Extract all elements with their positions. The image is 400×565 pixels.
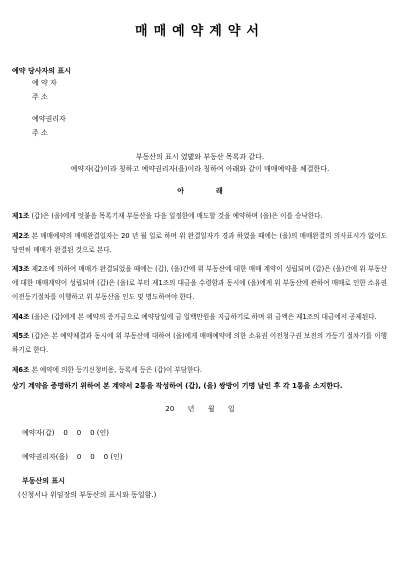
property-note: (신청서나 위임장의 부동산의 표시와 동일함.) <box>18 491 157 499</box>
article-text: 제2조에 의하여 매매가 완결되었을 때에는 (갑), (을)간에 위 부동산에 대한 매매 계약이 성립되며 (갑)은 (을)간에 위 부동산에 대한 매매계약이 성립되며 (갑)은 (을)로 부터 제1조의 대금을 수령함과 동시에 (을)에게 위 부동산에 관하여 매매로 인한 소유권이전등기절차를 이행하고 위 부동산을 인도 및 명도하여야 한다. <box>12 265 387 301</box>
property-section-title: 부동산의 표시 <box>22 477 66 485</box>
intro-line-1: 부동산의 표시 였볊와 부동산 목록과 같다. <box>135 153 265 161</box>
article-number: 제2조 <box>12 231 30 240</box>
contract-date: 20 년 월 일 <box>165 405 235 413</box>
article-text: 본 매매예약의 매매완결일자는 20 년 월 일로 하며 위 완결일자가 경과 하였을 때에는 (을)의 매매완결의 의사표시가 없어도 당연히 매매가 완결된 것으로 본다. <box>12 231 387 254</box>
article-number: 제3조 <box>12 265 30 273</box>
intro-line-2: 예약자(갑)이라 칭하고 예약권리자(을)이라 칭하여 아래와 같이 매매예약을 체결한다. <box>70 165 330 173</box>
article-number: 제6조 <box>12 365 30 374</box>
article-number: 제4조 <box>12 312 30 321</box>
article-text: (갑)은 본 예약체결과 동시에 위 부동산에 대하여 (을)에게 매매예약에 의한 소유권 이전청구권 보전의 가등기 절차기를 이행하기로 한다. <box>12 332 387 354</box>
reserver-name-label: 예 약 자 <box>32 79 57 87</box>
article-5 <box>12 329 387 357</box>
articles-list <box>12 209 387 382</box>
reservee-name-label: 예약권리자 <box>32 115 66 123</box>
reserver-address-label: 주 소 <box>32 93 48 101</box>
article-1 <box>12 209 387 223</box>
parties-section-title: 예약 당사자의 표시 <box>12 67 71 75</box>
article-text: 본 예약에 의한 등기신청비용, 등록세 등은 (갑)이 부담한다. <box>31 365 202 374</box>
article-2 <box>12 229 387 257</box>
reservee-signature-line: 예약권리자(을) 0 0 0 (인) <box>22 453 123 461</box>
document-title: 매매예약계약서 <box>135 24 265 39</box>
article-6 <box>12 363 387 377</box>
article-text: (을)은 (갑)에게 본 예약의 증거금으로 예약당일에 금 일백만원을 지급하기로 하며 위 금액은 제1조의 대금에서 공제된다. <box>31 312 377 321</box>
closing-statement: 상기 계약을 증명하기 위하여 본 계약서 2통을 작성하여 (갑), (을) 쌍방이 기명 날인 후 각 1통을 소지한다. <box>12 382 343 390</box>
article-text: (갑)은 (을)에게 엇붙음 목록기재 부동산을 다음 일정한에 매도할 것을 예약하며 (을)은 이를 승낙한다. <box>31 212 323 220</box>
article-4 <box>12 310 387 324</box>
article-3 <box>12 262 387 304</box>
reservee-address-label: 주 소 <box>32 129 48 137</box>
articles-heading: 아래 <box>177 187 255 195</box>
reserver-signature-line: 예약자(갑) 0 0 0 (인) <box>22 429 110 437</box>
article-number: 제5조 <box>12 332 30 340</box>
article-number: 제1조 <box>12 212 30 220</box>
